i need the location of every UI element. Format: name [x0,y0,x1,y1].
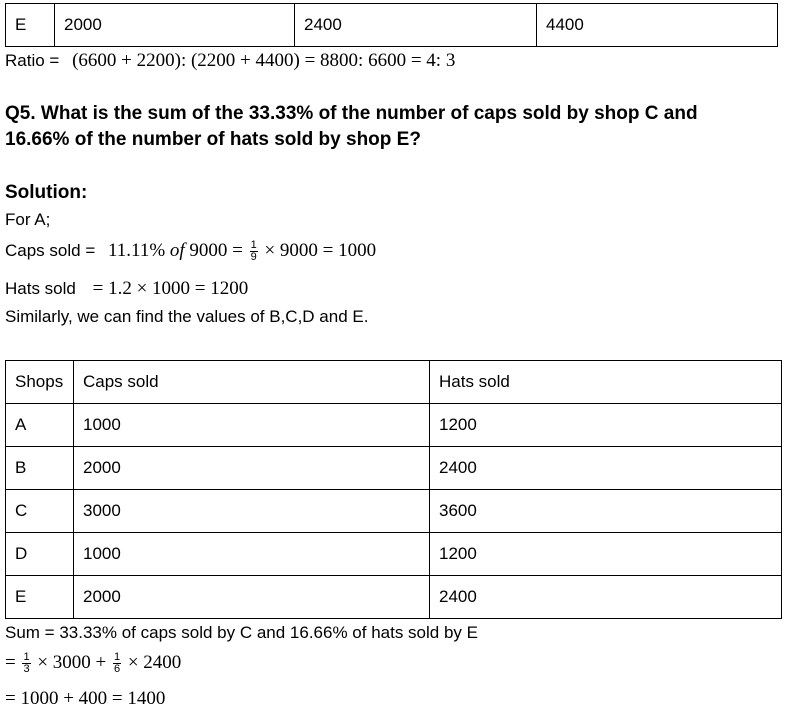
shops-table [5,360,782,619]
hats-expression: = 1.2 × 1000 = 1200 [92,278,249,299]
table-cell: 3000 [74,490,430,533]
table-cell: 1000 [74,404,430,447]
table-cell: 2400 [295,4,537,47]
table-cell: 1200 [430,404,782,447]
ratio-expression: (6600 + 2200): (2200 + 4400) = 8800: 6600 = 4: 3 [72,50,456,71]
caps-expr-percent: 11.11% [107,240,166,261]
table-cell: A [6,404,74,447]
fraction-one-third [22,652,30,675]
table-cell: 2400 [430,447,782,490]
table-header-row [6,361,782,404]
top-table [5,3,778,47]
fraction-numerator: 1 [250,239,257,252]
table-row [6,447,782,490]
fraction-numerator: 1 [23,651,30,664]
table-cell: C [6,490,74,533]
header-shops: Shops [6,361,74,404]
hats-sold-line [5,278,248,300]
header-caps-sold: Caps sold [74,361,430,404]
question-line-2: 16.66% of the number of hats sold by shop E? [5,129,421,150]
fraction-denominator: 3 [23,663,30,676]
caps-expr-of: of [169,240,185,261]
table-cell: B [6,447,74,490]
table-cell: 3600 [430,490,782,533]
table-row [6,576,782,619]
caps-expr-base: 9000 = [189,240,243,261]
table-cell: 1200 [430,533,782,576]
ratio-line [5,50,455,72]
sum-part-2: × 2400 [127,652,182,673]
table-cell: 2000 [74,576,430,619]
sum-calculation-line [5,652,181,675]
ratio-label: Ratio = [5,51,60,70]
table-cell: 1000 [74,533,430,576]
sum-part-1: × 3000 + [37,652,107,673]
table-cell: 4400 [537,4,778,47]
question-line-1: Q5. What is the sum of the 33.33% of the number of caps sold by shop C and [5,103,698,124]
table-cell: E [6,4,55,47]
sum-statement: Sum = 33.33% of caps sold by C and 16.66% of hats sold by E [5,623,478,642]
fraction-numerator: 1 [113,651,121,664]
table-cell: E [6,576,74,619]
header-hats-sold: Hats sold [430,361,782,404]
fraction-denominator: 9 [250,251,257,264]
table-row [6,490,782,533]
table-row [6,4,778,47]
table-cell: 2000 [74,447,430,490]
caps-label: Caps sold = [5,241,96,260]
table-row [6,404,782,447]
for-a-label: For A; [5,210,51,229]
similarly-text: Similarly, we can find the values of B,C,D and E. [5,307,369,326]
hats-label: Hats sold [5,279,76,298]
caps-fraction [250,240,258,263]
fraction-one-sixth [113,652,121,675]
table-cell: 2400 [430,576,782,619]
sum-final-result: = 1000 + 400 = 1400 [5,688,166,709]
table-row [6,533,782,576]
sum-equals: = [5,652,16,673]
caps-expr-result: × 9000 = 1000 [264,240,377,261]
solution-heading: Solution: [5,182,88,203]
table-cell: 2000 [55,4,295,47]
fraction-denominator: 6 [113,663,121,676]
caps-sold-line [5,240,376,263]
table-cell: D [6,533,74,576]
